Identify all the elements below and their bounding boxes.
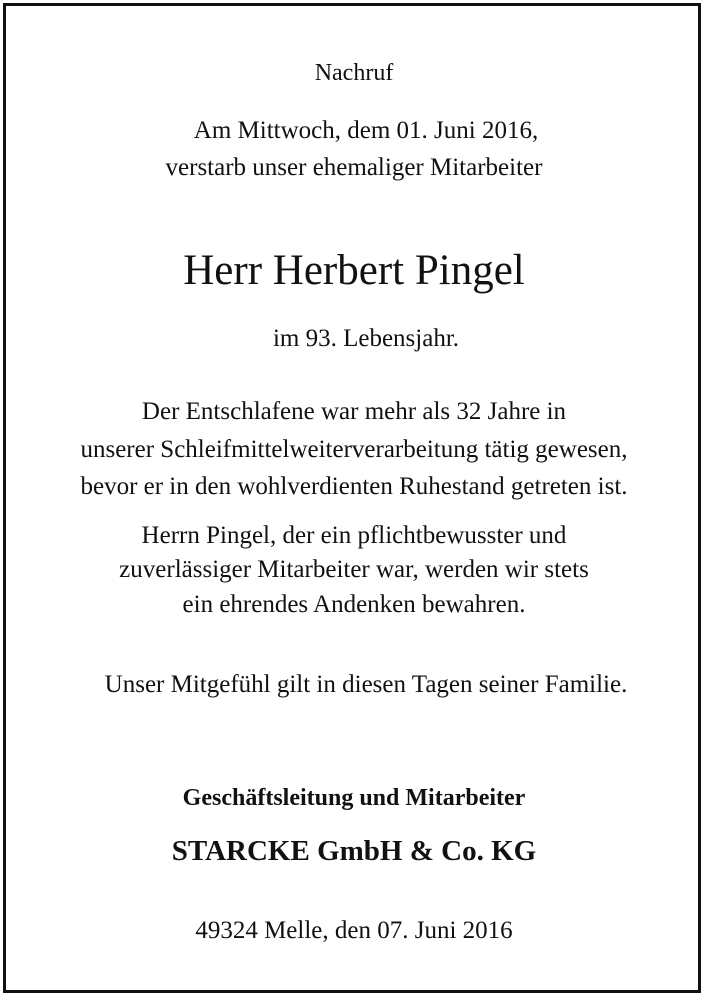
paragraph-2-line-1: Herrn Pingel, der ein pflichtbewusster und — [141, 522, 567, 549]
signature-line-1: Geschäftsleitung und Mitarbeiter — [182, 785, 526, 811]
company-name: STARCKE GmbH & Co. KG — [171, 835, 537, 867]
place-date: 49324 Melle, den 07. Juni 2016 — [195, 917, 513, 944]
paragraph-1-line-2: unserer Schleifmittelweiterverarbeitung tätig gewesen, — [80, 436, 628, 463]
age-line: im 93. Lebensjahr. — [272, 325, 460, 352]
intro-line-1: Am Mittwoch, dem 01. Juni 2016, — [193, 117, 539, 144]
paragraph-2-line-2: zuverlässiger Mitarbeiter war, werden wir stets — [119, 556, 589, 583]
paragraph-1-line-3: bevor er in den wohlverdienten Ruhestand getreten ist. — [80, 473, 628, 500]
intro-line-2: verstarb unser ehemaliger Mitarbeiter — [165, 154, 543, 181]
notice-heading: Nachruf — [314, 60, 394, 86]
deceased-name: Herr Herbert Pingel — [183, 247, 525, 294]
paragraph-2-line-3: ein ehrendes Andenken bewahren. — [182, 591, 526, 618]
paragraph-1-line-1: Der Entschlafene war mehr als 32 Jahre in — [141, 398, 567, 425]
condolence-line: Unser Mitgefühl gilt in diesen Tagen seiner Familie. — [104, 671, 628, 698]
